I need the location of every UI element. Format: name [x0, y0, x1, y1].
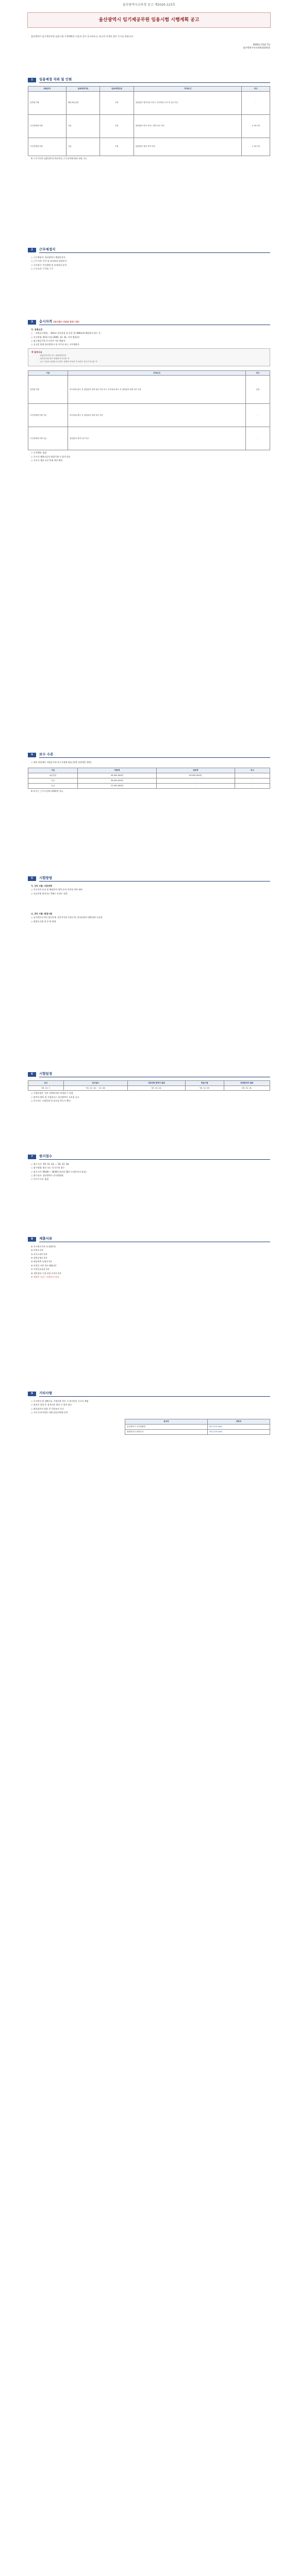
table-cell: '20. 12. 24. — [127, 1086, 185, 1091]
table-header: 비고 — [235, 768, 270, 773]
section-title: 제출서류 — [39, 1236, 270, 1242]
list-item: ○ 접수방법: 방문 또는 등기우편 접수 — [31, 1166, 65, 1170]
section-title: 보수 수준 — [39, 752, 270, 758]
table-header-row — [28, 370, 270, 376]
list-item: ○ 응시자격 요건 및 해당분야 경력 등의 적격성 여부 판단 — [31, 888, 82, 891]
list-item: ○ 「지방공무원법」 제31조 결격사유 및 같은 법 제66조에 해당하지 않는 자 — [31, 332, 101, 335]
section-header — [28, 1072, 270, 1077]
table-cell: - — [156, 778, 235, 783]
table-cell: 주 35시간 — [242, 114, 270, 138]
list-item: ⑥ 자격증 사본 1부 (해당자) — [31, 1264, 57, 1267]
list-item: ○ 평정요소별 상·중·하 평정 — [31, 920, 56, 923]
list-item: ○ 응시연령: 20세 이상 (2001. 12. 31. 이전 출생자) — [31, 335, 79, 338]
table-cell: 학사학위 취득 후 관련분야 경력 4년 이상 또는 석사학위 취득 후 관련분야 경력 2년 이상 — [68, 376, 246, 404]
section-workplace — [28, 247, 270, 271]
date-block — [28, 43, 270, 49]
table-header: 최종합격자 발표 — [224, 1080, 270, 1086]
table-header-row — [125, 1419, 270, 1425]
section-title: 기타사항 — [39, 1391, 270, 1397]
table-header: 채용분야 — [28, 86, 67, 91]
intro-text: 울산광역시 임기제공무원 임용시험 시행계획을 다음과 같이 공고하오니, 유능한 인재의 많은 응시를 바랍니다. — [31, 35, 134, 38]
section-salary — [28, 752, 270, 793]
notice-issuer: 울산광역시인사위원회위원장 — [243, 46, 270, 49]
contact-table — [125, 1419, 270, 1435]
section-header — [28, 247, 270, 253]
table-cell: 관련분야 경력 1년 이상 — [68, 427, 246, 450]
table-row — [28, 773, 270, 778]
table-header-row — [28, 1080, 270, 1086]
note-box — [28, 348, 270, 366]
list-item: ○ 거주지 제한 요건 충족 여부 확인 — [31, 459, 63, 462]
table-note: ※ 근무기간은 임용일부터 2년이며, 근무실적에 따라 연장 가능 — [31, 157, 87, 160]
table-cell: 일반임기제 — [28, 91, 67, 114]
table-cell: 나급 — [28, 783, 78, 788]
list-item: ○ 합격자 발표 및 시험장소는 울산광역시 누리집 공고 — [31, 1095, 79, 1098]
section-number: 4 — [28, 753, 36, 757]
section-number: 7 — [28, 1155, 36, 1159]
table-header: 구분 — [28, 768, 78, 773]
list-item: ○ 응시수수료: 없음 — [31, 1178, 49, 1181]
section-header — [28, 876, 270, 882]
table-cell: 가급 — [28, 778, 78, 783]
list-item: ⑦ 주민등록초본 1부 — [31, 1268, 49, 1271]
table-row — [125, 1430, 270, 1435]
table-header: 하한액 — [78, 768, 156, 773]
subsection-title: 가. 공통요건 — [31, 328, 43, 331]
section-other — [28, 1391, 270, 1435]
section-header — [28, 77, 270, 83]
section-number: 8 — [28, 1237, 36, 1242]
list-item: ○ 주요업무: 인사행정 및 조직관리 분석 — [31, 263, 67, 266]
list-item: ○ 근무조건: 주 5일 근무 — [31, 267, 54, 270]
table-cell: - — [246, 427, 270, 450]
table-cell: 36,000,000원 — [78, 778, 156, 783]
list-item: ⑤ 최종학력 증명서 1부 — [31, 1260, 52, 1263]
table-cell: - — [246, 404, 270, 427]
page-title: 울산광역시 임기제공무원 임용시험 시행계획 공고 — [27, 12, 271, 28]
note-item: - 금고 이상의 실형을 선고받고 집행이 종료된 후 5년이 지나지 아니한 자 — [39, 360, 97, 363]
table-row — [28, 91, 270, 114]
section-title: 시험일정 — [39, 1072, 270, 1077]
table-header: 공고 — [28, 1080, 64, 1086]
section-documents — [28, 1236, 270, 1279]
table-cell: 1명 — [100, 138, 134, 156]
table-note: ※ 보수는 근무시간에 비례하여 지급 — [31, 789, 63, 792]
list-item: ○ 응시자 제출서류의 허위기재 시 합격 취소 — [31, 455, 71, 458]
table-header: 임용예정직위 — [66, 86, 100, 91]
section-header — [28, 1154, 270, 1160]
table-cell: - — [235, 783, 270, 788]
table-row — [28, 783, 270, 788]
list-item: ○ 공무원으로서의 정신자세, 전문지식과 응용능력, 의사표현의 정확성과 논리성 — [31, 916, 103, 919]
section-exam-method — [28, 876, 270, 924]
list-item: ④ 경력증명서 1부 — [31, 1256, 47, 1259]
table-cell: 44,000,000원 — [78, 773, 156, 778]
section-header — [28, 1236, 270, 1242]
table-cell: - — [156, 783, 235, 788]
section-number: 9 — [28, 1392, 36, 1396]
subsection-title: 가. 1차 시험: 서류전형 — [31, 884, 52, 887]
section-title: 원서접수 — [39, 1154, 270, 1160]
section-schedule — [28, 1072, 270, 1104]
table-row — [28, 114, 270, 138]
section-title — [39, 319, 270, 325]
section-positions — [28, 77, 270, 161]
section-tag: (원서접수 마감일 현재 기준) — [53, 320, 79, 323]
table-header: 연락처 — [207, 1419, 270, 1425]
table-header: 비고 — [242, 86, 270, 91]
table-cell: 공통 — [246, 376, 270, 404]
section-header — [28, 752, 270, 758]
table-header: 구분 — [28, 370, 68, 376]
list-item: ○ 우선채용: 없음 — [31, 451, 47, 454]
list-item: ○ 합격자 결정 후 결격사유 발견 시 합격 취소 — [31, 1403, 72, 1406]
list-item: ○ 서류전형 합격자는 5배수 이내로 선발 — [31, 892, 68, 895]
table-cell: 시간선택임기제 나급 — [28, 427, 68, 450]
section-title: 시험방법 — [39, 876, 270, 882]
table-cell: 관련분야 경력 자격 보유 — [134, 138, 242, 156]
section-header — [28, 319, 270, 325]
table-header: 자격요건 — [68, 370, 246, 376]
table-cell: - — [235, 773, 270, 778]
table-row — [125, 1425, 270, 1430]
table-cell: '20. 12. 29. — [185, 1086, 224, 1091]
list-item: ② 이력서 1부 — [31, 1249, 44, 1252]
section-number: 1 — [28, 78, 36, 82]
table-header-row — [28, 86, 270, 91]
list-item: ○ 접수시간: 09:00 ~ 18:00 (마감일 18시 도착분까지 유효) — [31, 1170, 87, 1173]
table-header: 상한액 — [156, 768, 235, 773]
eligibility-table — [28, 370, 270, 451]
notice-date: 2020년 12월 7일 — [253, 43, 270, 46]
table-cell: 행정안전국 담당부서 — [125, 1430, 208, 1435]
list-item: ○ 연봉 하한액은 지방공무원 보수규정에 따름 (연봉 상한액은 협의) — [31, 760, 92, 764]
list-item: ○ 근무예정지: 울산광역시 행정안전국 — [31, 256, 65, 259]
table-cell: 1명 — [100, 91, 134, 114]
table-header: 임용예정인원 — [100, 86, 134, 91]
section-eligibility — [28, 319, 270, 463]
table-header: 서류전형 합격자 발표 — [127, 1080, 185, 1086]
list-item: ○ 최종합격자 임용 전 신원조사 실시 — [31, 1407, 64, 1410]
table-cell: - — [235, 778, 270, 783]
table-row — [28, 404, 270, 427]
table-cell: 나급 — [66, 138, 100, 156]
table-header: 원서접수 — [63, 1080, 127, 1086]
table-cell: 주 20시간 — [242, 138, 270, 156]
list-item: ① 응시원서 1부 (소정양식) — [31, 1245, 56, 1248]
list-item: ○ 공고일 현재 울산광역시 내 거주자 또는 거주예정자 — [31, 343, 79, 346]
table-cell: 22,000,000원 — [78, 783, 156, 788]
section-header — [28, 1391, 270, 1397]
section-application — [28, 1154, 270, 1182]
list-item: ○ 근무기관: 인사 및 조직관리 담당부서 — [31, 260, 67, 263]
list-item: ○ 접수장소: 울산광역시 인사위원회 — [31, 1174, 63, 1177]
table-cell: 관련분야 학사 이상 / 경력 2년 이상 — [134, 114, 242, 138]
note-item: - 파산선고를 받고 복권되지 아니한 자 — [39, 357, 70, 360]
document-header: 울산광역시교육청 공고 제2020-123호 — [122, 3, 176, 7]
table-cell: 1명 — [100, 114, 134, 138]
list-item: ⑧ 개인정보 수집·이용 동의서 1부 — [31, 1272, 61, 1275]
table-cell: '20. 12. 14. ~ 12. 18. — [63, 1086, 127, 1091]
table-cell: 시간선택임기제 — [28, 138, 67, 156]
table-row — [28, 138, 270, 156]
list-item: ○ 기타 문의사항은 아래 담당자에게 문의 — [31, 1411, 68, 1414]
table-cell: 학사학위 취득 후 관련분야 경력 2년 이상 — [68, 404, 246, 427]
table-cell: 가급 — [66, 114, 100, 138]
note-item: - 피성년후견인 또는 피한정후견인 — [39, 354, 67, 357]
section-title: 임용예정 직위 및 인원 — [39, 77, 270, 83]
list-item: ③ 자기소개서 1부 — [31, 1252, 47, 1256]
table-header-row — [28, 768, 270, 773]
table-note: ※ 제출된 서류는 반환하지 않음 — [31, 1275, 59, 1278]
table-cell: '20. 12. 31. — [224, 1086, 270, 1091]
section-title-text: 응시자격 — [39, 319, 53, 324]
table-cell: 시간선택임기제 — [28, 114, 67, 138]
table-cell: - — [242, 91, 270, 114]
list-item: ○ 임기제공무원 응시자격 기준 해당자 — [31, 339, 65, 342]
section-number: 6 — [28, 1072, 36, 1077]
table-cell: 울산광역시 인사위원회 — [125, 1425, 208, 1430]
table-header: 비고 — [246, 370, 270, 376]
section-number: 3 — [28, 320, 36, 325]
section-number: 5 — [28, 876, 36, 881]
table-cell: 일반임기제 — [28, 376, 68, 404]
section-title: 근무예정지 — [39, 247, 270, 253]
table-cell: '20. 12. 7. — [28, 1086, 64, 1091]
positions-table — [28, 86, 270, 156]
schedule-table — [28, 1080, 270, 1091]
table-cell: 관련분야 경력 3년 이상 / 석사학위 소지 후 1년 이상 — [134, 91, 242, 114]
salary-table — [28, 768, 270, 788]
table-header: 자격요건 — [134, 86, 242, 91]
note-title: ※ 결격사유 — [31, 350, 42, 353]
table-row — [28, 778, 270, 783]
table-cell: 052-229-2642 — [207, 1430, 270, 1435]
table-row — [28, 376, 270, 404]
table-cell: 6급상당 — [28, 773, 78, 778]
list-item: ○ 접수기간: '20. 12. 14. ~ '20. 12. 18. — [31, 1162, 70, 1165]
table-cell: 052-229-2641 — [207, 1425, 270, 1430]
table-row — [28, 1086, 270, 1091]
list-item: ○ 응시자는 시험일정 및 장소를 반드시 확인 — [31, 1099, 71, 1103]
list-item: ○ 시험일정은 기관 사정에 따라 변경될 수 있음 — [31, 1092, 73, 1095]
table-cell: 시간선택임기제 가급 — [28, 404, 68, 427]
table-cell: 63,000,000원 — [156, 773, 235, 778]
section-number: 2 — [28, 248, 36, 252]
table-row — [28, 427, 270, 450]
table-header: 면접시험 — [185, 1080, 224, 1086]
subsection-title: 나. 2차 시험: 면접시험 — [31, 912, 52, 915]
list-item: ○ 응시원서 및 제출서류 기재사항 착오 시 불이익은 응시자 책임 — [31, 1399, 89, 1402]
table-header: 문의처 — [125, 1419, 208, 1425]
table-cell: 행정 6급상당 — [66, 91, 100, 114]
